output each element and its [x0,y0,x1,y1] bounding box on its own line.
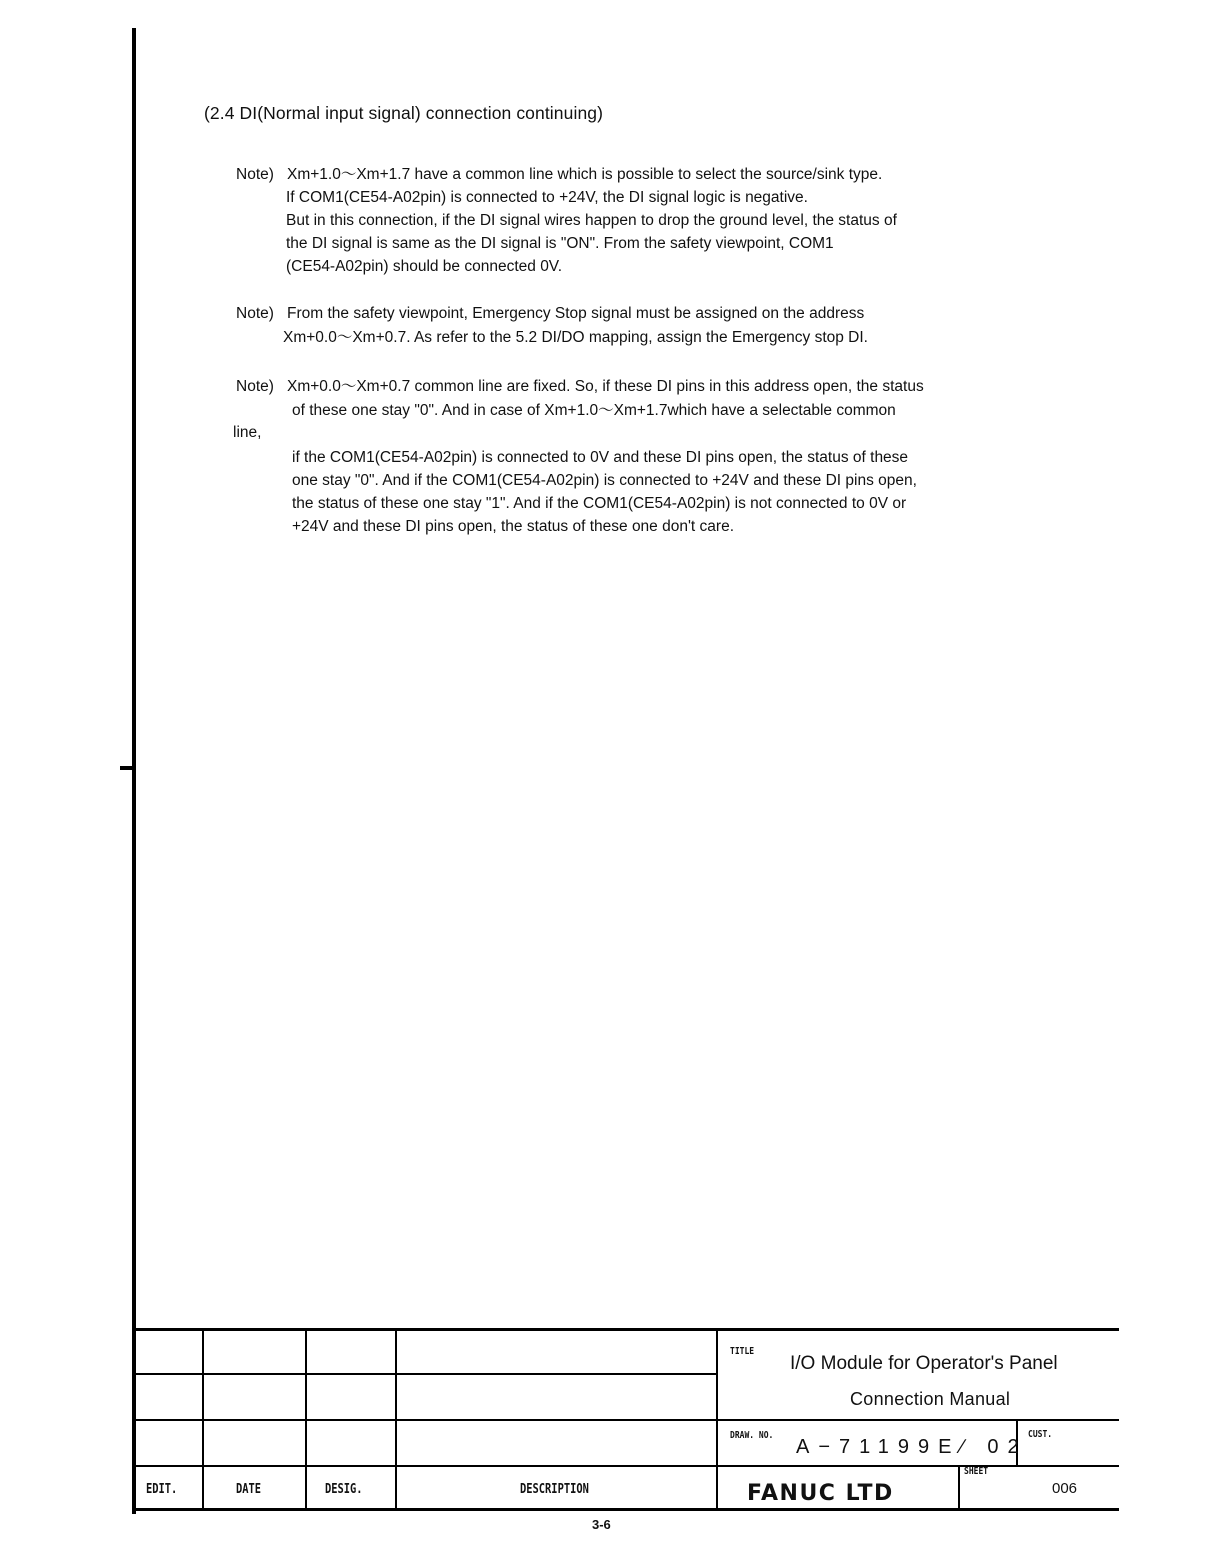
note-line: line, [233,424,262,441]
note-line: +24V and these DI pins open, the status of these one don't care. [292,518,734,535]
sheet-number: 006 [1052,1480,1078,1497]
note-line: Xm+0.0〜Xm+0.7. As refer to the 5.2 DI/DO mapping, assign the Emergency stop DI. [283,329,868,346]
note-line: (CE54-A02pin) should be connected 0V. [286,258,563,275]
note-line: one stay "0". And if the COM1(CE54-A02pin) is connected to +24V and these DI pins open, [292,472,917,489]
title-block-line [395,1328,397,1511]
cust-label: CUST. [1028,1429,1053,1440]
note-line: From the safety viewpoint, Emergency Stop signal must be assigned on the address [287,305,865,322]
left-margin-border [132,28,136,1514]
note-line: If COM1(CE54-A02pin) is connected to +24V, the DI signal logic is negative. [286,189,808,206]
column-edit: EDIT. [146,1482,178,1497]
note-line: the status of these one stay "1". And if the COM1(CE54-A02pin) is not connected to 0V or [292,495,907,512]
note-line: if the COM1(CE54-A02pin) is connected to 0V and these DI pins open, the status of these [292,449,909,466]
title-block-line [716,1328,718,1511]
note-label: Note) [236,378,274,395]
page-number: 3-6 [592,1517,611,1532]
draw-no-label: DRAW. NO. [730,1430,774,1441]
column-desig: DESIG. [325,1482,363,1497]
note-label: Note) [236,166,274,183]
document-title: I/O Module for Operator's Panel [790,1353,1058,1374]
note-line: Xm+1.0〜Xm+1.7 have a common line which is possible to select the source/sink type. [287,166,883,183]
binding-mark [120,766,133,770]
title-label: TITLE [730,1346,755,1357]
title-block-line [132,1328,1119,1331]
title-block-line [132,1419,1119,1421]
note-line: of these one stay "0". And in case of Xm+1.0〜Xm+1.7which have a selectable common [292,402,896,419]
document-subtitle: Connection Manual [850,1389,1011,1409]
note-label: Note) [236,305,274,322]
note-line: the DI signal is same as the DI signal is "ON". From the safety viewpoint, COM1 [286,235,834,252]
drawing-number: A−71199E∕ 02 [796,1436,1028,1458]
company-logo: FANUC LTD [747,1481,894,1506]
title-block-line [202,1328,204,1511]
column-date: DATE [236,1482,262,1497]
column-description: DESCRIPTION [520,1482,589,1497]
section-heading: (2.4 DI(Normal input signal) connection continuing) [204,103,604,123]
title-block-line [132,1508,1119,1511]
title-block-line [132,1373,717,1375]
sheet-label: SHEET [964,1466,989,1477]
title-block-line [305,1328,307,1511]
note-line: Xm+0.0〜Xm+0.7 common line are fixed. So, if these DI pins in this address open, the status [287,378,924,395]
title-block [132,1328,1119,1511]
title-block-line [958,1465,960,1510]
note-line: But in this connection, if the DI signal wires happen to drop the ground level, the status of [286,212,897,229]
